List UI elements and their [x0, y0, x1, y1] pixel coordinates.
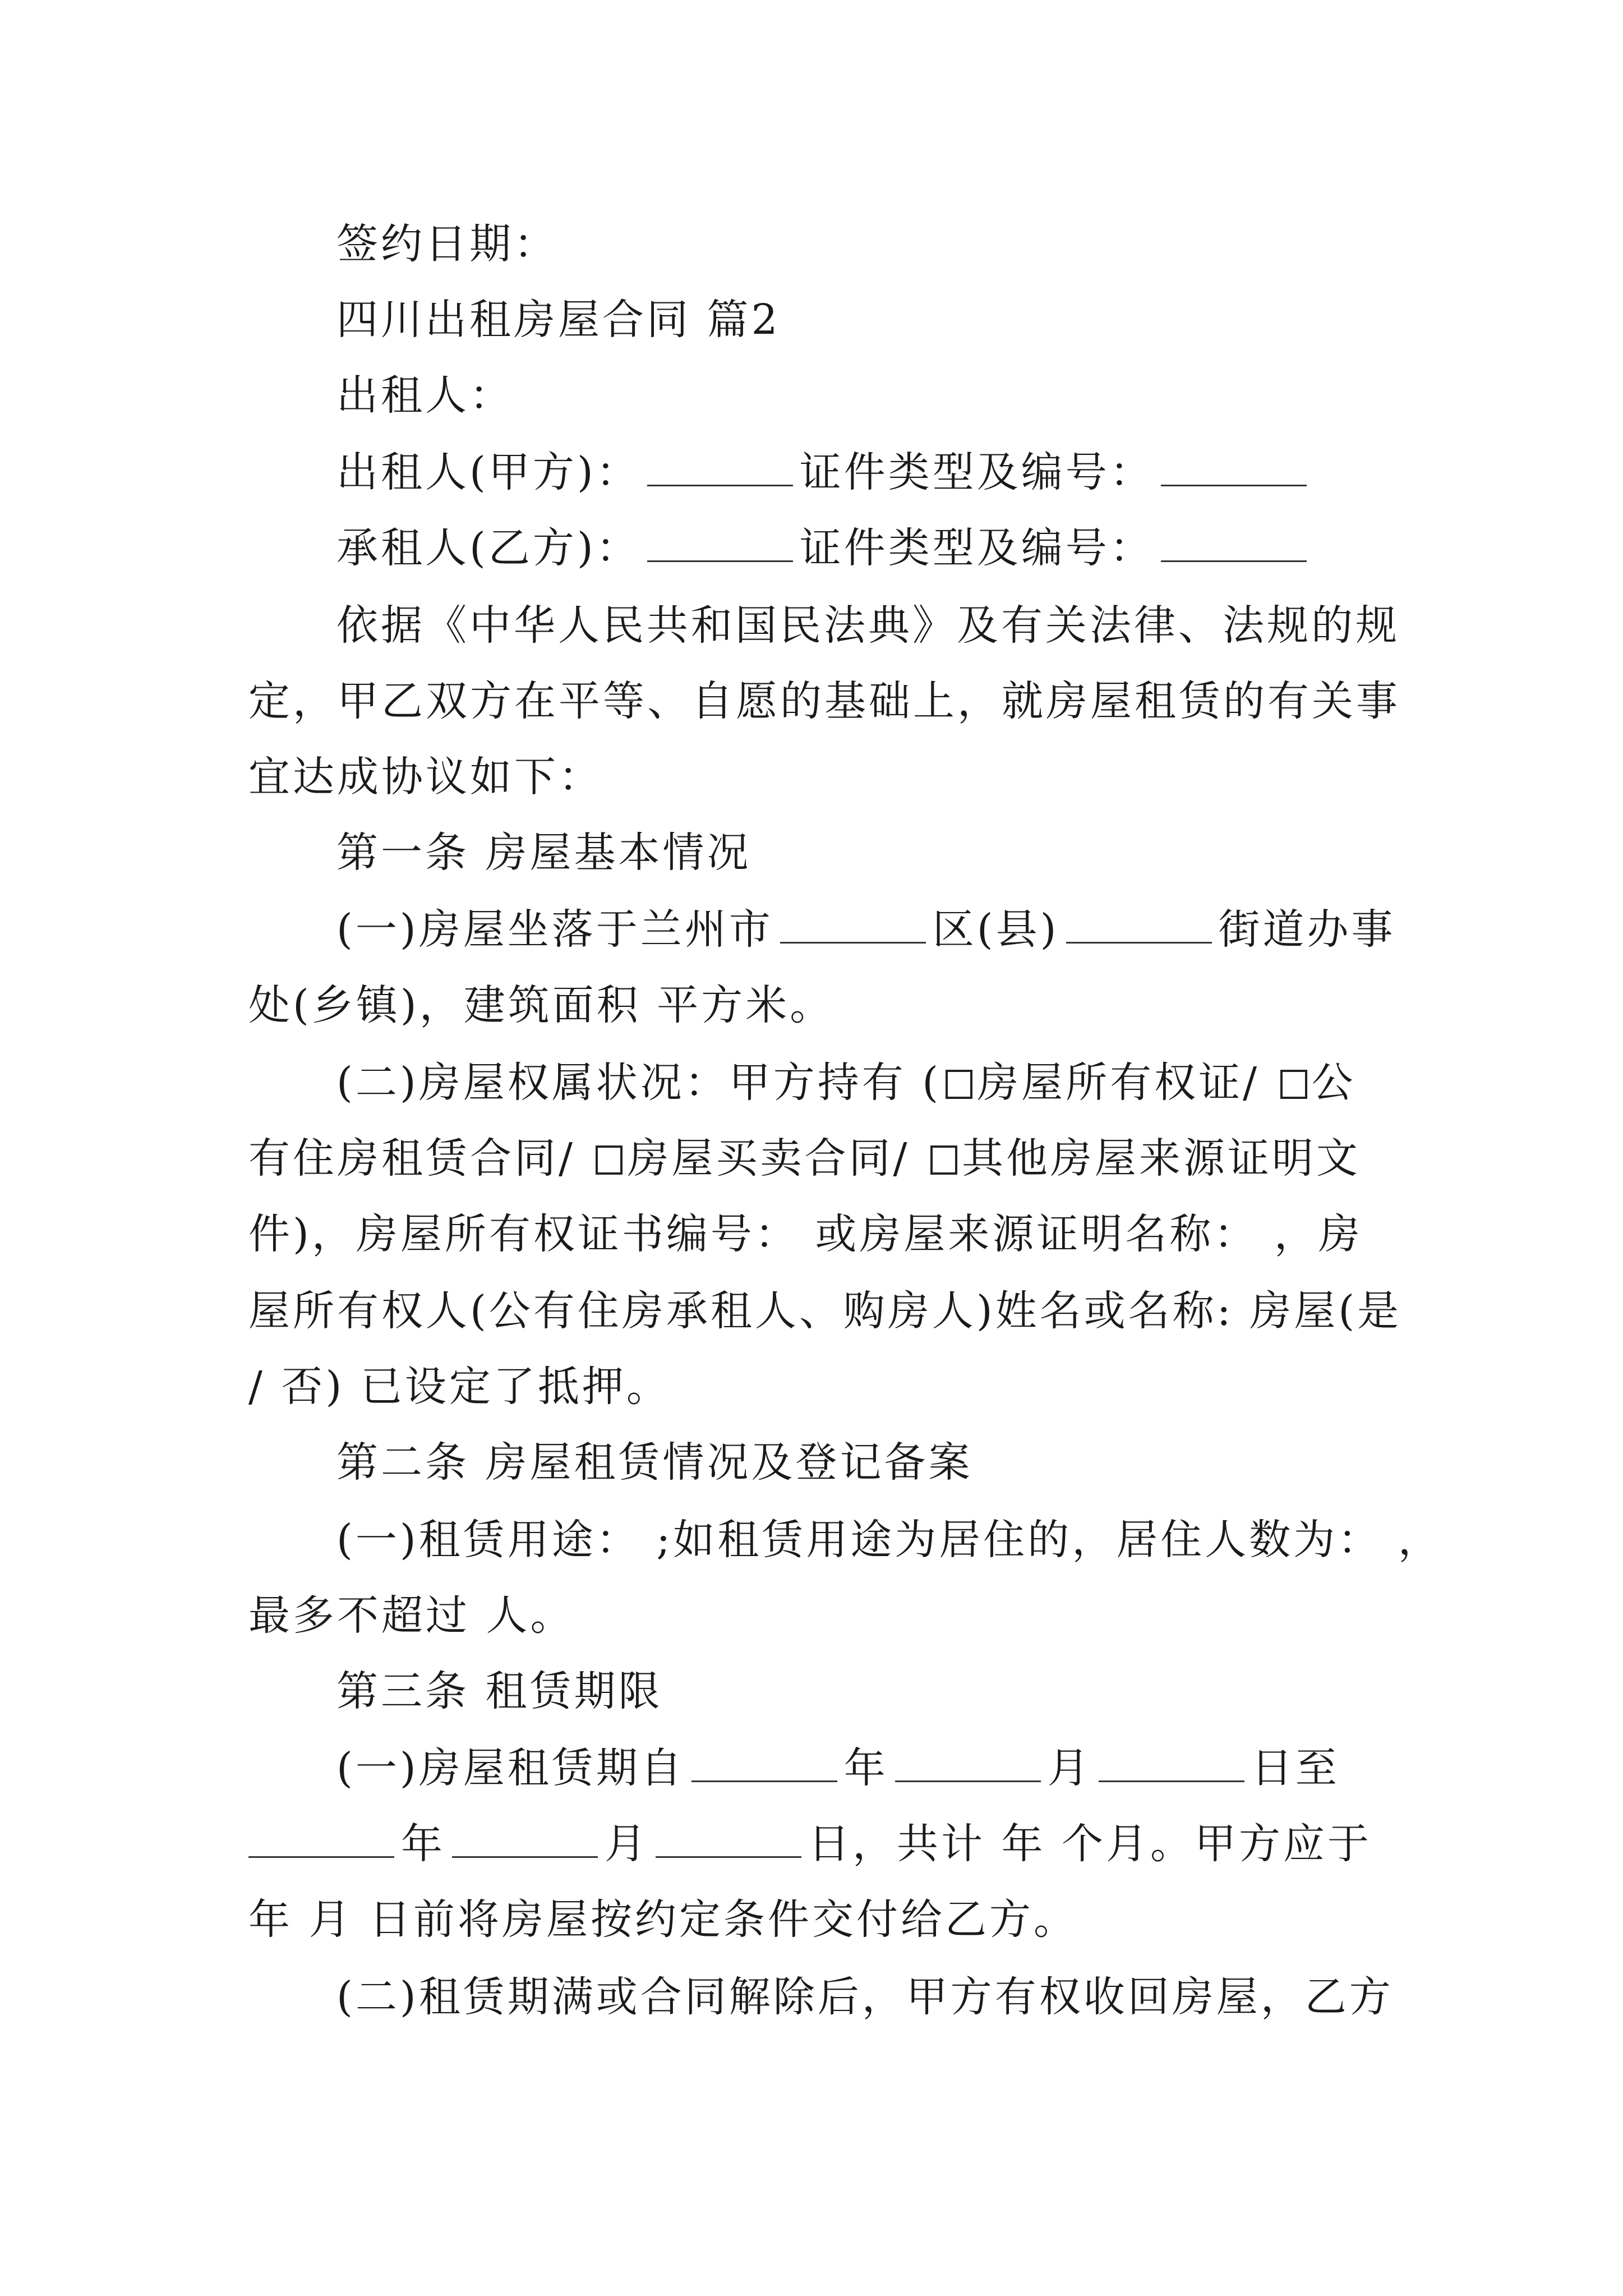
street-office-text: 街道办事 — [1218, 905, 1396, 954]
checkbox[interactable] — [1280, 1070, 1307, 1099]
party-a-label: 出租人(甲方)： — [336, 448, 640, 496]
end-month-blank — [452, 1819, 598, 1858]
article-2-heading: 第二条 房屋租赁情况及登记备案 — [336, 1438, 973, 1487]
checkbox-label: 房屋所有权证/ — [977, 1059, 1276, 1107]
article-1-heading: 第一条 房屋基本情况 — [336, 829, 751, 877]
paragraph-line: (一)租赁用途： ;如租赁用途为居住的，居住人数为： ， — [336, 1516, 1442, 1564]
paragraph-line: 定，甲乙双方在平等、自愿的基础上，就房屋租赁的有关事 — [248, 677, 1400, 725]
month-text: 月 — [1047, 1744, 1092, 1792]
paragraph-line: / 否) 已设定了抵押。 — [248, 1363, 671, 1411]
article-3-heading: 第三条 租赁期限 — [336, 1667, 663, 1715]
party-a-id-blank — [1161, 448, 1307, 486]
year-text: 年 — [401, 1820, 445, 1868]
city-district-blank — [780, 905, 926, 944]
checkbox-label: 房屋买卖合同/ — [627, 1134, 926, 1182]
month-text: 月 — [605, 1820, 649, 1868]
street-blank — [1066, 905, 1212, 944]
party-b-line — [336, 517, 1313, 579]
lease-period-line — [336, 1737, 1340, 1799]
party-a-blank — [647, 448, 793, 486]
section-title: 四川出租房屋合同 篇2 — [336, 296, 781, 344]
party-a-id-label: 证件类型及编号： — [799, 448, 1154, 496]
checkbox-label: 有住房租赁合同/ — [248, 1134, 592, 1182]
start-day-blank — [1099, 1743, 1244, 1782]
end-day-blank — [656, 1819, 801, 1858]
paragraph-line: (二)租赁期满或合同解除后，甲方有权收回房屋，乙方 — [336, 1973, 1394, 2021]
end-year-blank — [248, 1819, 394, 1858]
location-text: (一)房屋坐落于兰州市 — [336, 905, 773, 954]
ownership-line — [336, 1052, 1356, 1114]
ownership-text: (二)房屋权属状况：甲方持有 ( — [336, 1059, 942, 1107]
lessor-heading: 出租人： — [336, 371, 514, 420]
sign-date-label: 签约日期： — [336, 220, 558, 268]
paragraph-line: 处(乡镇)，建筑面积 平方米。 — [248, 981, 834, 1029]
year-text: 年 — [843, 1744, 888, 1792]
checkbox[interactable] — [596, 1145, 623, 1175]
ownership-line-2 — [248, 1128, 1361, 1189]
start-year-blank — [691, 1743, 837, 1782]
lease-period-text: (一)房屋租赁期自 — [336, 1744, 685, 1792]
lease-period-line-2 — [248, 1813, 1372, 1875]
checkbox-label: 其他房屋来源证明文 — [961, 1134, 1361, 1182]
start-month-blank — [895, 1743, 1041, 1782]
party-a-line — [336, 441, 1313, 503]
party-b-id-blank — [1161, 523, 1307, 562]
party-b-label: 承租人(乙方)： — [336, 524, 640, 572]
checkbox-label: 公 — [1311, 1059, 1356, 1107]
paragraph-line: 最多不超过 人。 — [248, 1591, 575, 1640]
checkbox[interactable] — [946, 1070, 972, 1099]
paragraph-line: 屋所有权人(公有住房承租人、购房人)姓名或名称: 房屋(是 — [248, 1287, 1402, 1335]
district-text: 区(县) — [932, 905, 1059, 954]
paragraph-line: 件)，房屋所有权证书编号： 或房屋来源证明名称： ，房 — [248, 1210, 1363, 1258]
paragraph-line: 依据《中华人民共和国民法典》及有关法律、法规的规 — [336, 601, 1400, 650]
day-to-text: 日至 — [1251, 1744, 1340, 1792]
party-b-blank — [647, 523, 793, 562]
location-line — [336, 899, 1396, 960]
party-b-id-label: 证件类型及编号： — [799, 524, 1154, 572]
lease-total-text: 日，共计 年 个月。甲方应于 — [808, 1820, 1372, 1868]
paragraph-line: 宜达成协议如下： — [248, 753, 603, 801]
checkbox[interactable] — [930, 1145, 957, 1175]
paragraph-line: 年 月 日前将房屋按约定条件交付给乙方。 — [248, 1895, 1078, 1944]
